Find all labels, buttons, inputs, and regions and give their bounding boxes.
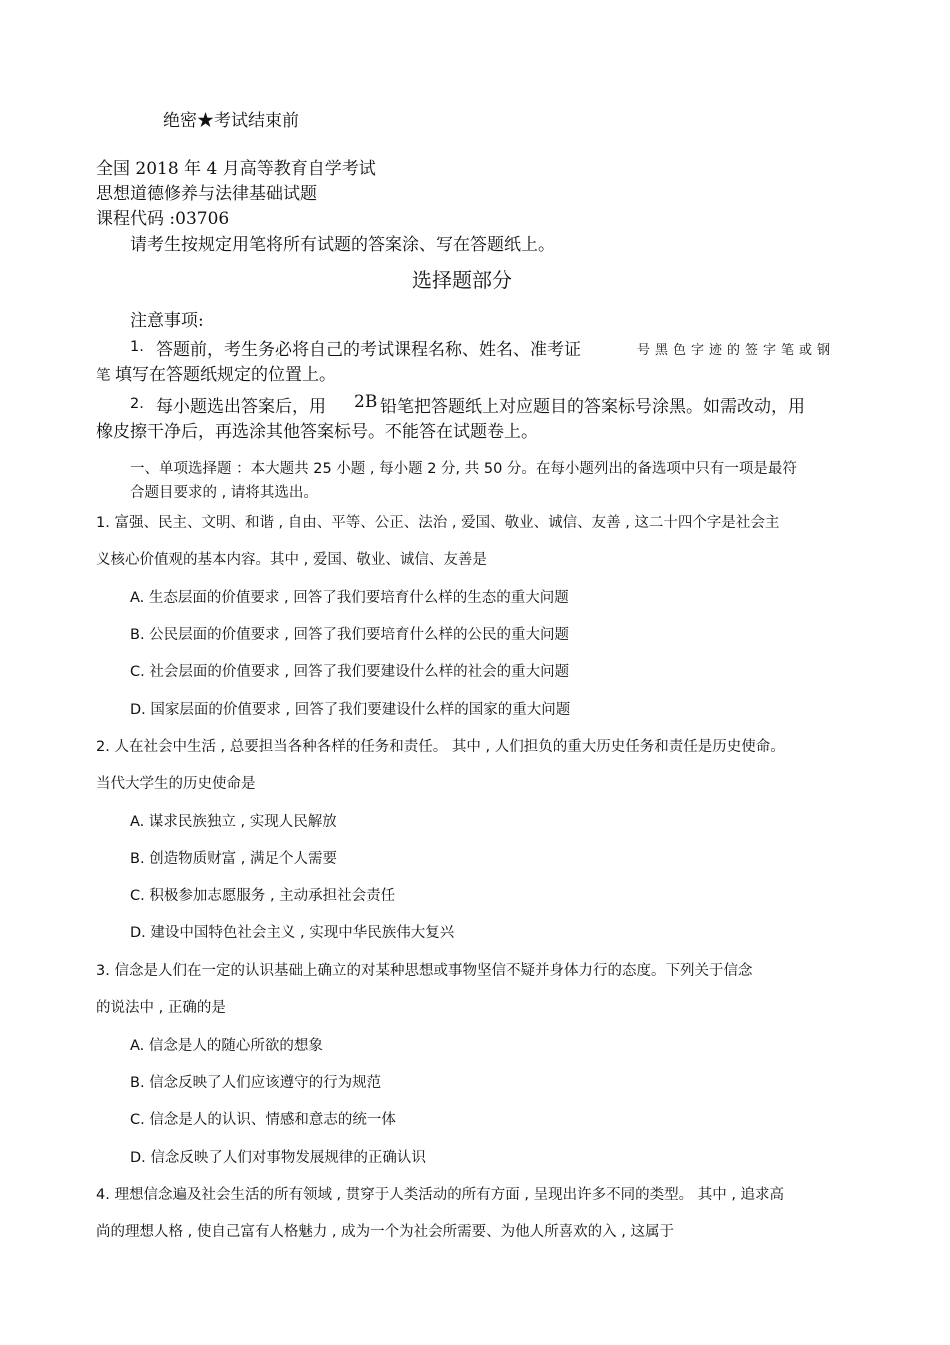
question-1-option-c: C. 社会层面的价值要求 , 回答了我们要建设什么样的社会的重大问题 bbox=[130, 664, 570, 680]
question-3-stem-line2: 的说法中 , 正确的是 bbox=[96, 1000, 226, 1016]
part1-intro-line1: 一、单项选择题 ：本大题共 25 小题 , 每小题 2 分, 共 50 分。在每小题列出的备选项中只有一项是最符 bbox=[130, 461, 797, 477]
question-3-option-c: C. 信念是人的认识、情感和意志的统一体 bbox=[130, 1112, 396, 1128]
secret-label: 绝密★考试结束前 bbox=[163, 111, 299, 131]
note-1-text: 答题前，考生务必将自己的考试课程名称、姓名、准考证 bbox=[156, 340, 581, 360]
question-1-option-d: D. 国家层面的价值要求 , 回答了我们要建设什么样的国家的重大问题 bbox=[130, 702, 571, 718]
exam-title: 全国 2018 年 4 月高等教育自学考试 bbox=[96, 159, 376, 179]
question-3-option-a: A. 信念是人的随心所欲的想象 bbox=[130, 1038, 323, 1054]
question-2-option-c: C. 积极参加志愿服务 , 主动承担社会责任 bbox=[130, 888, 396, 904]
question-1-stem-line1: 1. 富强、民主、文明、和谐 , 自由、平等、公正、法治 , 爱国、敬业、诚信、友善 , 这二十四个字是社会主 bbox=[96, 515, 780, 531]
note-2-pencil: 2B bbox=[354, 392, 378, 412]
question-1-option-b: B. 公民层面的价值要求 , 回答了我们要培育什么样的公民的重大问题 bbox=[130, 627, 569, 643]
subject-title: 思想道德修养与法律基础试题 bbox=[96, 184, 317, 204]
note-2-text-cont: 铅笔把答题纸上对应题目的答案标号涂黑。如需改动，用 bbox=[380, 397, 805, 417]
note-1-char: 笔 bbox=[96, 368, 111, 384]
question-1-stem-line2: 义核心价值观的基本内容。其中 , 爱国、敬业、诚信、友善是 bbox=[96, 552, 487, 568]
note-2-text: 每小题选出答案后，用 bbox=[156, 397, 326, 417]
question-2-option-b: B. 创造物质财富 , 满足个人需要 bbox=[130, 851, 337, 867]
note-1-continued: 填写在答题纸规定的位置上。 bbox=[115, 365, 336, 385]
note-2-number: 2. bbox=[130, 396, 144, 412]
question-2-option-a: A. 谋求民族独立 , 实现人民解放 bbox=[130, 814, 337, 830]
question-2-stem-line2: 当代大学生的历史使命是 bbox=[96, 776, 256, 792]
note-1-number: 1. bbox=[130, 339, 144, 355]
note-2-continued: 橡皮擦干净后，再选涂其他答案标号。不能答在试题卷上。 bbox=[96, 422, 538, 442]
instruction-line: 请考生按规定用笔将所有试题的答案涂、写在答题纸上。 bbox=[130, 235, 555, 255]
section-title: 选择题部分 bbox=[412, 268, 512, 292]
question-1-option-a: A. 生态层面的价值要求 , 回答了我们要培育什么样的生态的重大问题 bbox=[130, 590, 569, 606]
question-2-option-d: D. 建设中国特色社会主义 , 实现中华民族伟大复兴 bbox=[130, 925, 455, 941]
question-2-stem-line1: 2. 人在社会中生活 , 总要担当各种各样的任务和责任。 其中 , 人们担负的重大历史任务和责任是历史使命。 bbox=[96, 739, 785, 755]
question-4-stem-line2: 尚的理想人格 , 使自己富有人格魅力 , 成为一个为社会所需要、为他人所喜欢的入 , 这属于 bbox=[96, 1224, 674, 1240]
course-code: 课程代码 :03706 bbox=[96, 209, 230, 229]
question-4-stem-line1: 4. 理想信念遍及社会生活的所有领域 , 贯穿于人类活动的所有方面 , 呈现出许多不同的类型。 其中 , 追求高 bbox=[96, 1187, 785, 1203]
part1-intro-line2: 合题目要求的 , 请将其选出。 bbox=[130, 485, 318, 501]
note-1-spread-text: 号黑色字迹的签字笔或钢 bbox=[637, 343, 836, 358]
question-3-stem-line1: 3. 信念是人们在一定的认识基础上确立的对某种思想或事物坚信不疑并身体力行的态度。下列关于信念 bbox=[96, 963, 753, 979]
question-3-option-d: D. 信念反映了人们对事物发展规律的正确认识 bbox=[130, 1150, 426, 1166]
notes-heading: 注意事项: bbox=[130, 311, 204, 331]
question-3-option-b: B. 信念反映了人们应该遵守的行为规范 bbox=[130, 1075, 382, 1091]
